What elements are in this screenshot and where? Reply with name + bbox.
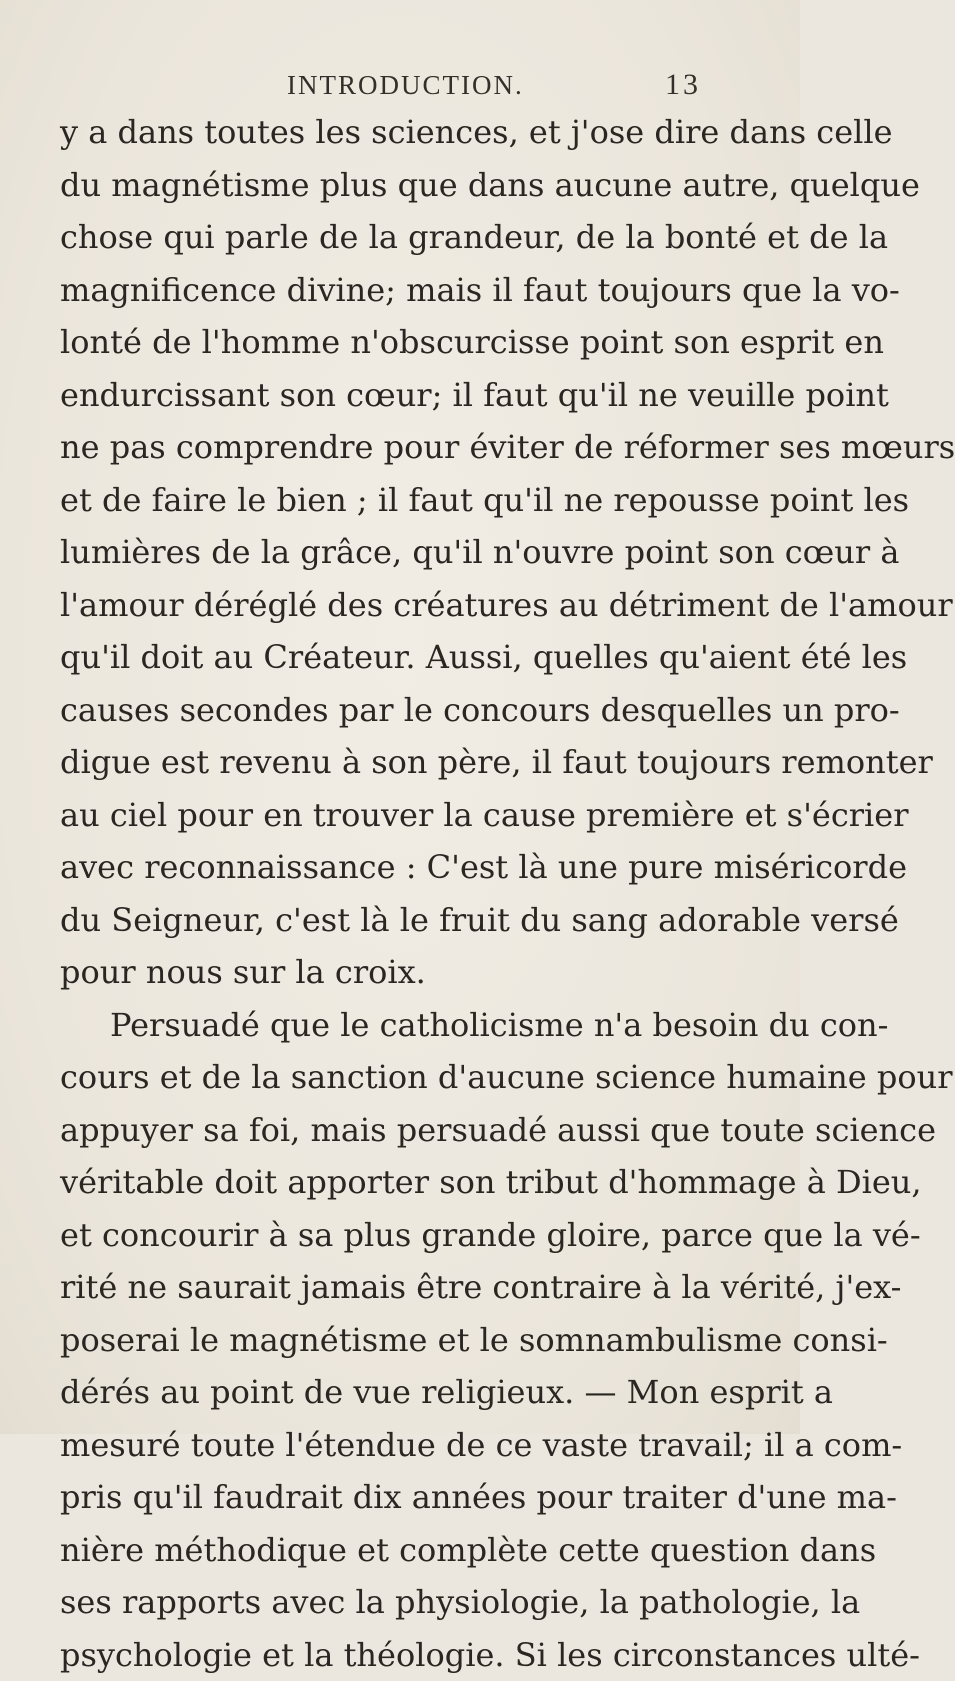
- text-line: lumières de la grâce, qu'il n'ouvre point son cœur à: [60, 526, 750, 579]
- text-line: au ciel pour en trouver la cause première et s'écrier: [60, 789, 750, 842]
- text-line: du Seigneur, c'est là le fruit du sang adorable versé: [60, 894, 750, 947]
- text-line: psychologie et la théologie. Si les circonstances ulté-: [60, 1629, 750, 1681]
- text-line: et concourir à sa plus grande gloire, parce que la vé-: [60, 1209, 750, 1262]
- text-line: appuyer sa foi, mais persuadé aussi que toute science: [60, 1104, 750, 1157]
- text-line: poserai le magnétisme et le somnambulisme consi-: [60, 1314, 750, 1367]
- text-line: chose qui parle de la grandeur, de la bonté et de la: [60, 211, 750, 264]
- page-number: 13: [665, 68, 701, 102]
- text-line: magnificence divine; mais il faut toujours que la vo-: [60, 264, 750, 317]
- text-line: qu'il doit au Créateur. Aussi, quelles qu'aient été les: [60, 631, 750, 684]
- text-line: véritable doit apporter son tribut d'hommage à Dieu,: [60, 1156, 750, 1209]
- text-line: digue est revenu à son père, il faut toujours remonter: [60, 736, 750, 789]
- text-line: mesuré toute l'étendue de ce vaste travail; il a com-: [60, 1419, 750, 1472]
- text-line: ne pas comprendre pour éviter de réformer ses mœurs: [60, 421, 750, 474]
- text-line: avec reconnaissance : C'est là une pure miséricorde: [60, 841, 750, 894]
- text-line: du magnétisme plus que dans aucune autre, quelque: [60, 159, 750, 212]
- text-line: dérés au point de vue religieux. — Mon esprit a: [60, 1366, 750, 1419]
- text-line: l'amour déréglé des créatures au détriment de l'amour: [60, 579, 750, 632]
- text-line: ses rapports avec la physiologie, la pathologie, la: [60, 1576, 750, 1629]
- paragraph-end-line: pour nous sur la croix.: [60, 946, 750, 999]
- text-line: nière méthodique et complète cette question dans: [60, 1524, 750, 1577]
- text-line: causes secondes par le concours desquelles un pro-: [60, 684, 750, 737]
- text-line: cours et de la sanction d'aucune science humaine pour: [60, 1051, 750, 1104]
- page-header: [0, 70, 800, 110]
- body-text: [60, 106, 750, 1681]
- text-line: y a dans toutes les sciences, et j'ose dire dans celle: [60, 106, 750, 159]
- text-line: et de faire le bien ; il faut qu'il ne repousse point les: [60, 474, 750, 527]
- paragraph-start-line: Persuadé que le catholicisme n'a besoin du con-: [60, 999, 750, 1052]
- text-line: lonté de l'homme n'obscurcisse point son esprit en: [60, 316, 750, 369]
- text-line: endurcissant son cœur; il faut qu'il ne veuille point: [60, 369, 750, 422]
- running-head: INTRODUCTION.: [287, 70, 524, 101]
- text-line: rité ne saurait jamais être contraire à la vérité, j'ex-: [60, 1261, 750, 1314]
- text-line: pris qu'il faudrait dix années pour traiter d'une ma-: [60, 1471, 750, 1524]
